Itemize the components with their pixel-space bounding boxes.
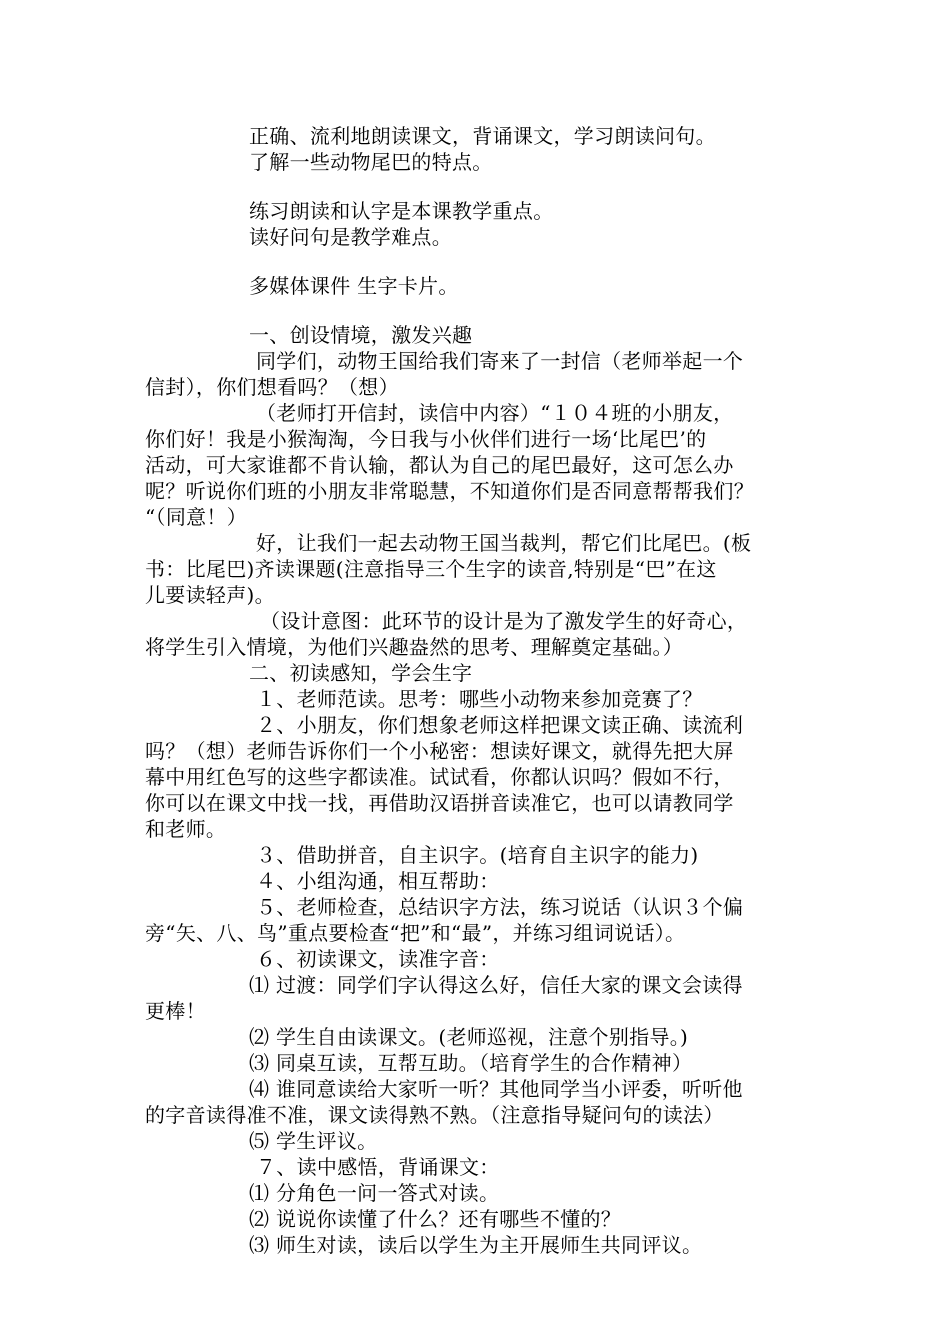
text-line: 你们好！我是小猴淘淘，今日我与小伙伴们进行一场‘比尾巴’的 bbox=[145, 427, 707, 451]
text-line: ⑷ 谁同意读给大家听一听？其他同学当小评委，听听他 bbox=[249, 1077, 743, 1101]
text-line: ⑵ 说说你读懂了什么？还有哪些不懂的？ bbox=[249, 1207, 622, 1231]
text-line: １、老师范读。思考：哪些小动物来参加竞赛了？ bbox=[256, 687, 703, 711]
text-line: 信封），你们想看吗？（想） bbox=[145, 375, 399, 399]
text-line: ６、初读课文，读准字音： bbox=[256, 947, 500, 971]
text-line: ⑶ 同桌互读，互帮互助。（培育学生的合作精神） bbox=[249, 1051, 693, 1075]
text-line: ⑴ 过渡：同学们字认得这么好，信任大家的课文会读得 bbox=[249, 973, 743, 997]
text-line: 正确、流利地朗读课文，背诵课文，学习朗读问句。 bbox=[249, 124, 716, 148]
text-line: 你可以在课文中找一找，再借助汉语拼音读准它，也可以请教同学 bbox=[145, 791, 734, 815]
text-line: ３、借助拼音，自主识字。(培育自主识字的能力) bbox=[256, 843, 699, 867]
text-line: 练习朗读和认字是本课教学重点。 bbox=[249, 199, 554, 223]
text-line: 更棒！ bbox=[145, 999, 206, 1023]
section-heading: 二、初读感知，学会生字 bbox=[249, 661, 473, 685]
text-line: 同学们，动物王国给我们寄来了一封信（老师举起一个 bbox=[256, 349, 744, 373]
text-line: ⑸ 学生评议。 bbox=[249, 1129, 378, 1153]
text-line: ⑴ 分角色一问一答式对读。 bbox=[249, 1181, 500, 1205]
text-line: ４、小组沟通，相互帮助： bbox=[256, 869, 500, 893]
text-line: 的字音读得准不准，课文读得熟不熟。（注意指导疑问句的读法） bbox=[145, 1103, 724, 1127]
text-line: 将学生引入情境，为他们兴趣盎然的思考、理解奠定基础。） bbox=[145, 635, 684, 659]
text-line: 呢？听说你们班的小朋友非常聪慧，不知道你们是否同意帮帮我们？ bbox=[145, 479, 754, 503]
text-line: ７、读中感悟，背诵课文： bbox=[256, 1155, 500, 1179]
text-line: 活动，可大家谁都不肯认输，都认为自己的尾巴最好，这可怎么办 bbox=[145, 453, 734, 477]
text-line: ５、老师检查，总结识字方法，练习说话（认识３个偏 bbox=[256, 895, 744, 919]
text-line: 读好问句是教学难点。 bbox=[249, 225, 452, 249]
text-line: 了解一些动物尾巴的特点。 bbox=[249, 150, 493, 174]
text-line: ⑵ 学生自由读课文。(老师巡视，注意个别指导。) bbox=[249, 1025, 689, 1049]
text-line: ⑶ 师生对读，读后以学生为主开展师生共同评议。 bbox=[249, 1233, 703, 1257]
text-line: 旁“矢、八、鸟”重点要检查“把”和“最”，并练习组词说话）。 bbox=[145, 921, 686, 945]
text-line: 书：比尾巴)齐读课题(注意指导三个生字的读音,特别是“巴”在这 bbox=[145, 557, 717, 581]
section-heading: 一、创设情境，激发兴趣 bbox=[249, 323, 473, 347]
text-line: （老师打开信封，读信中内容）“１０４班的小朋友， bbox=[256, 401, 734, 425]
text-line: ２、小朋友，你们想象老师这样把课文读正确、读流利 bbox=[256, 713, 744, 737]
text-line: 和老师。 bbox=[145, 817, 227, 841]
text-line: 幕中用红色写的这些字都读准。试试看，你都认识吗？假如不行， bbox=[145, 765, 734, 789]
text-line: 好，让我们一起去动物王国当裁判，帮它们比尾巴。(板 bbox=[256, 531, 752, 555]
text-line: 多媒体课件 生字卡片。 bbox=[249, 274, 459, 298]
text-line: “（同意！） bbox=[145, 505, 248, 529]
text-line: 吗？（想）老师告诉你们一个小秘密：想读好课文，就得先把大屏 bbox=[145, 739, 734, 763]
text-line: 儿要读轻声)。 bbox=[145, 583, 275, 607]
text-line: （设计意图：此环节的设计是为了激发学生的好奇心， bbox=[260, 609, 748, 633]
